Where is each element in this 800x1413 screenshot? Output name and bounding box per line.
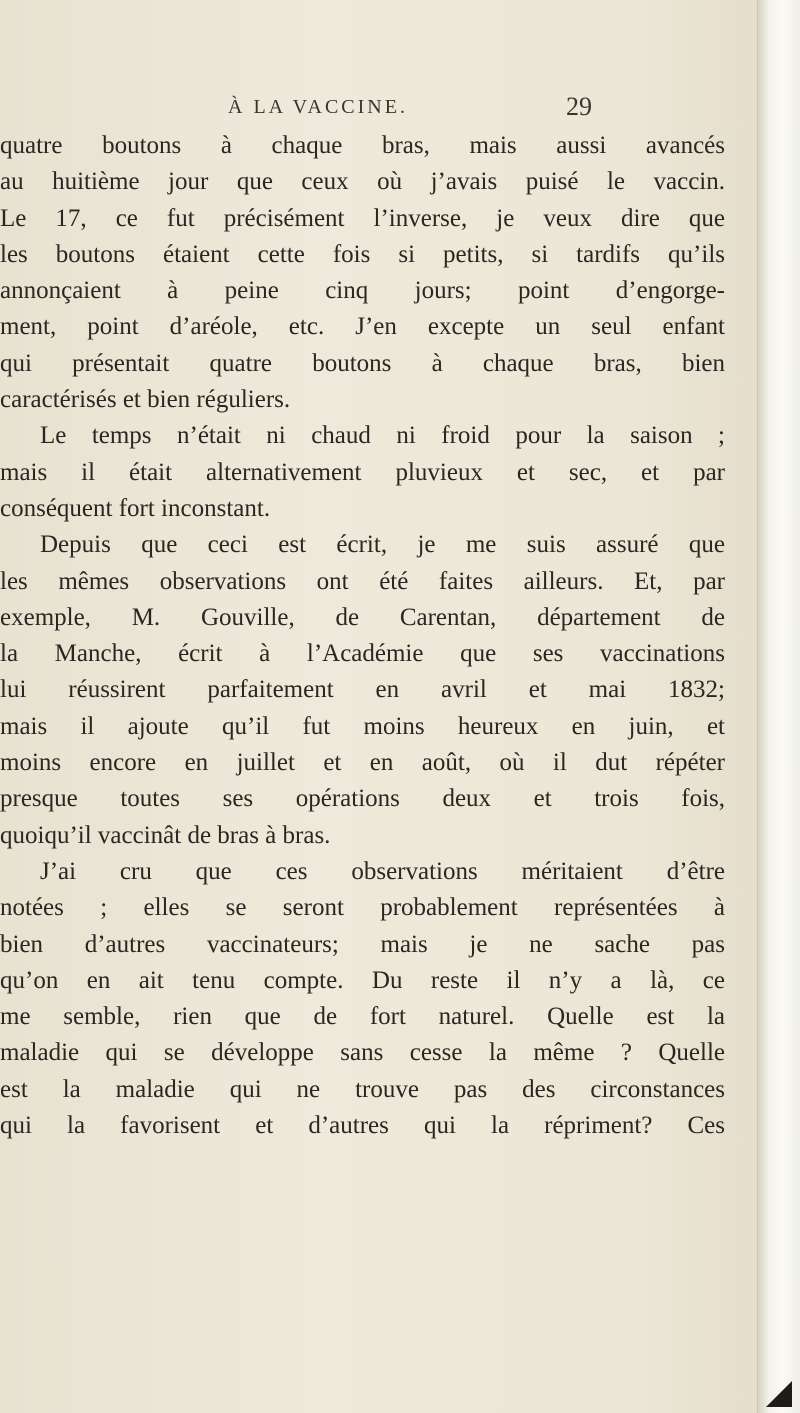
text-line: conséquent fort inconstant. xyxy=(0,494,271,522)
text-line: J’ai cru que ces observations méritaient d’être xyxy=(40,857,725,885)
text-line: annonçaient à peine cinq jours; point d’engorge- xyxy=(0,277,725,305)
text-line: qu’on en ait tenu compte. Du reste il n’y a là, ce xyxy=(0,966,725,994)
page-number: 29 xyxy=(566,92,592,121)
text-line: Le 17, ce fut précisément l’inverse, je veux dire que xyxy=(0,204,725,232)
text-line: exemple, M. Gouville, de Carentan, département de xyxy=(0,603,725,631)
text-line: qui la favorisent et d’autres qui la répriment? Ces xyxy=(0,1112,725,1140)
text-line: me semble, rien que de fort naturel. Quelle est la xyxy=(0,1003,725,1031)
running-head: À LA VACCINE. xyxy=(228,96,408,118)
page-header xyxy=(0,92,760,126)
text-line: au huitième jour que ceux où j’avais puisé le vaccin. xyxy=(0,168,725,196)
text-line: est la maladie qui ne trouve pas des circonstances xyxy=(0,1075,725,1103)
text-line: bien d’autres vaccinateurs; mais je ne sache pas xyxy=(0,930,725,958)
text-line: notées ; elles se seront probablement représentées à xyxy=(0,894,725,922)
text-line: mais il ajoute qu’il fut moins heureux en juin, et xyxy=(0,712,725,740)
text-line: ment, point d’aréole, etc. J’en excepte un seul enfant xyxy=(0,313,725,341)
corner-mark xyxy=(766,1381,792,1407)
text-line: qui présentait quatre boutons à chaque bras, bien xyxy=(0,349,725,377)
text-line: moins encore en juillet et en août, où il dut répéter xyxy=(0,749,725,777)
text-line: les mêmes observations ont été faites ailleurs. Et, par xyxy=(0,567,725,595)
text-line: la Manche, écrit à l’Académie que ses vaccinations xyxy=(0,640,725,668)
book-binding-edge xyxy=(757,0,800,1413)
body-text xyxy=(0,128,760,1144)
text-line: caractérisés et bien réguliers. xyxy=(0,386,291,414)
text-line: quatre boutons à chaque bras, mais aussi avancés xyxy=(0,132,725,159)
text-line: mais il était alternativement pluvieux et sec, et par xyxy=(0,458,725,486)
text-line: lui réussirent parfaitement en avril et mai 1832; xyxy=(0,676,725,704)
text-line: Le temps n’était ni chaud ni froid pour la saison ; xyxy=(40,422,725,450)
text-line: maladie qui se développe sans cesse la même ? Quelle xyxy=(0,1039,725,1067)
text-line: les boutons étaient cette fois si petits, si tardifs qu’ils xyxy=(0,240,725,268)
text-line: quoiqu’il vaccinât de bras à bras. xyxy=(0,821,331,849)
text-line: Depuis que ceci est écrit, je me suis assuré que xyxy=(40,531,725,559)
text-line: presque toutes ses opérations deux et trois fois, xyxy=(0,785,725,813)
